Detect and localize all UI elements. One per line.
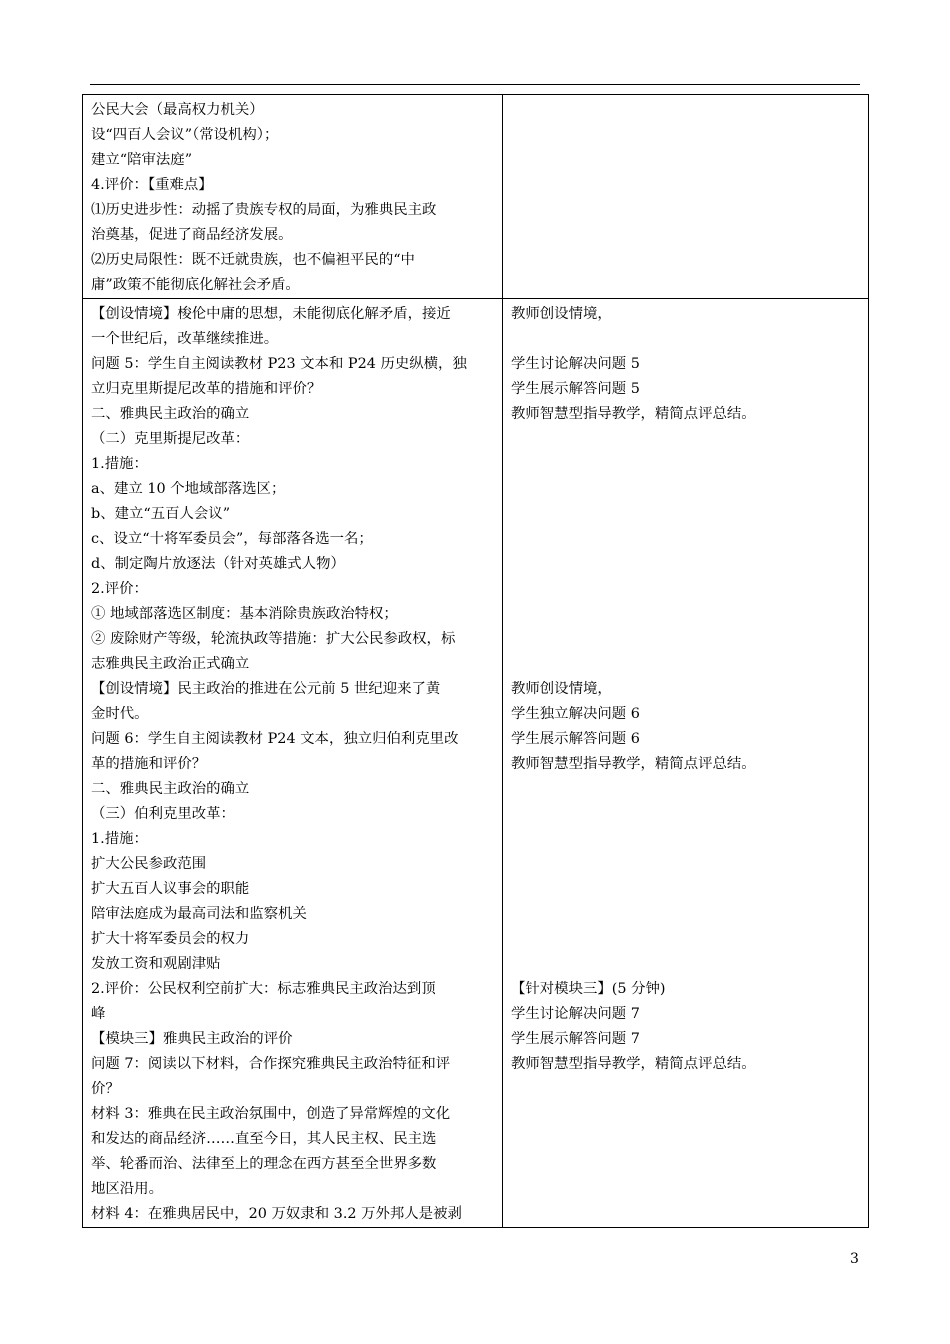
text-line: 材料 4：在雅典居民中，20 万奴隶和 3.2 万外邦人是被剥 — [91, 1206, 462, 1222]
text-line: 建立“陪审法庭” — [91, 152, 193, 168]
header-rule — [90, 84, 860, 85]
text-line: 扩大五百人议事会的职能 — [91, 881, 250, 897]
text-line: b、建立“五百人会议” — [91, 506, 231, 522]
spacer — [511, 777, 860, 977]
row2-right-cell — [503, 299, 869, 1228]
text-line: 【针对模块三】(5 分钟) — [511, 981, 666, 997]
text-line: ① 地域部落选区制度：基本消除贵族政治特权； — [91, 606, 398, 622]
text-line: 志雅典民主政治正式确立 — [91, 656, 250, 672]
text-line: 学生讨论解决问题 5 — [511, 356, 640, 372]
spacer — [511, 327, 860, 352]
spacer — [511, 427, 860, 677]
text-line: 二、雅典民主政治的确立 — [91, 406, 250, 422]
text-line: （二）克里斯提尼改革： — [91, 431, 250, 447]
text-line: 二、雅典民主政治的确立 — [91, 781, 250, 797]
text-line: 教师智慧型指导教学，精简点评总结。 — [511, 756, 756, 772]
text-line: a、建立 10 个地域部落选区； — [91, 481, 286, 497]
text-line: 学生展示解答问题 5 — [511, 381, 640, 397]
text-line: 【创设情境】梭伦中庸的思想，未能彻底化解矛盾，接近 — [91, 306, 451, 322]
text-line: 价？ — [91, 1081, 120, 1097]
text-line: 1.措施： — [91, 456, 148, 472]
text-line: 教师创设情境， — [511, 306, 612, 322]
text-line: ⑵历史局限性：既不迁就贵族，也不偏袒平民的“中 — [91, 252, 415, 268]
text-line: 和发达的商品经济……直至今日，其人民主权、民主选 — [91, 1131, 437, 1147]
text-line: 问题 7：阅读以下材料，合作探究雅典民主政治特征和评 — [91, 1056, 451, 1072]
text-line: 4.评价：【重难点】 — [91, 177, 213, 193]
text-line: 教师创设情境， — [511, 681, 612, 697]
table-row — [83, 299, 869, 1228]
text-line: 材料 3：雅典在民主政治氛围中，创造了异常辉煌的文化 — [91, 1106, 451, 1122]
text-line: 2.评价：公民权利空前扩大：标志雅典民主政治达到顶 — [91, 981, 436, 997]
text-line: 学生讨论解决问题 7 — [511, 1006, 640, 1022]
text-line: 峰 — [91, 1006, 106, 1022]
text-line: 1.措施： — [91, 831, 148, 847]
row1-right-cell — [503, 95, 869, 299]
text-line: 教师智慧型指导教学，精简点评总结。 — [511, 1056, 756, 1072]
text-line: 学生展示解答问题 7 — [511, 1031, 640, 1047]
text-line: 发放工资和观剧津贴 — [91, 956, 221, 972]
text-line: 问题 6：学生自主阅读教材 P24 文本，独立归伯利克里改 — [91, 731, 459, 747]
text-line: 庸”政策不能彻底化解社会矛盾。 — [91, 277, 300, 293]
table-row — [83, 95, 869, 299]
text-line: 设“四百人会议”（常设机构）； — [91, 127, 279, 143]
text-line: 公民大会（最高权力机关） — [91, 102, 264, 118]
text-line: 学生展示解答问题 6 — [511, 731, 640, 747]
text-line: 扩大十将军委员会的权力 — [91, 931, 250, 947]
row1-left-cell — [83, 95, 503, 299]
text-line: 扩大公民参政范围 — [91, 856, 207, 872]
lesson-table — [82, 94, 869, 1228]
page-number: 3 — [850, 1251, 859, 1267]
text-line: 【模块三】雅典民主政治的评价 — [91, 1031, 293, 1047]
row2-left-cell — [83, 299, 503, 1228]
text-line: 一个世纪后，改革继续推进。 — [91, 331, 279, 347]
text-line: 金时代。 — [91, 706, 149, 722]
text-line: 治奠基，促进了商品经济发展。 — [91, 227, 293, 243]
text-line: 革的措施和评价？ — [91, 756, 207, 772]
text-line: ⑴历史进步性：动摇了贵族专权的局面，为雅典民主政 — [91, 202, 437, 218]
text-line: c、设立“十将军委员会”，每部落各选一名； — [91, 531, 373, 547]
text-line: 陪审法庭成为最高司法和监察机关 — [91, 906, 307, 922]
text-line: （三）伯利克里改革： — [91, 806, 235, 822]
text-line: ② 废除财产等级，轮流执政等措施：扩大公民参政权，标 — [91, 631, 456, 647]
text-line: 地区沿用。 — [91, 1181, 163, 1197]
text-line: 问题 5：学生自主阅读教材 P23 文本和 P24 历史纵横，独 — [91, 356, 467, 372]
text-line: 【创设情境】民主政治的推进在公元前 5 世纪迎来了黄 — [91, 681, 441, 697]
text-line: 举、轮番而治、法律至上的理念在西方甚至全世界多数 — [91, 1156, 437, 1172]
text-line: 学生独立解决问题 6 — [511, 706, 640, 722]
text-line: 2.评价： — [91, 581, 148, 597]
text-line: 教师智慧型指导教学，精简点评总结。 — [511, 406, 756, 422]
text-line: d、制定陶片放逐法（针对英雄式人物） — [91, 556, 345, 572]
text-line: 立归克里斯提尼改革的措施和评价？ — [91, 381, 322, 397]
